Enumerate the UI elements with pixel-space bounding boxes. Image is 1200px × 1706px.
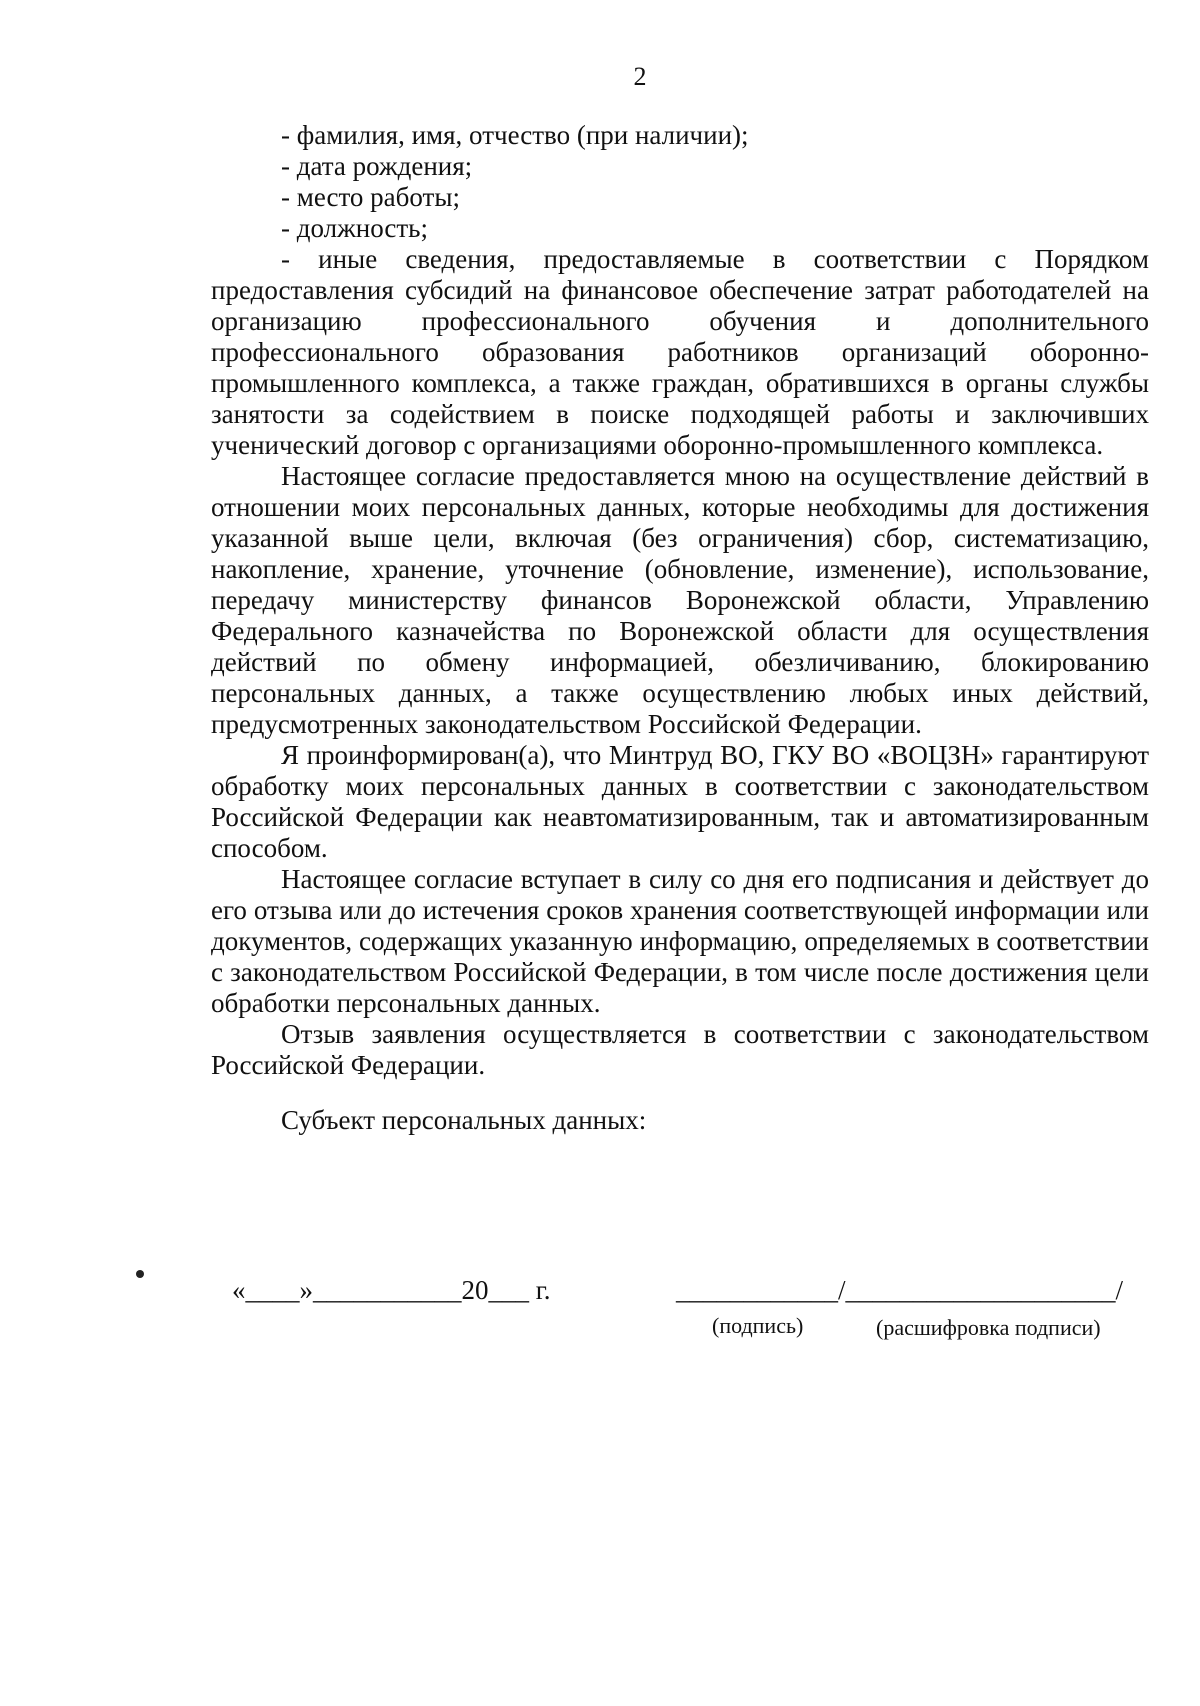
paragraph-withdrawal: Отзыв заявления осуществляется в соответствии с законодательством Российской Федерации.	[211, 1019, 1149, 1080]
paragraph-other-info: - иные сведения, предоставляемые в соответствии с Порядком предоставления субсидий на финансовое обеспечение затрат работодателей на организацию профессионального обучения и дополнительного профессионального образования работников организаций оборонно-промышленного комплекса, а также граждан, обратившихся в органы службы занятости за содействием в поиске подходящей работы и заключивших ученический договор с организациями оборонно-промышленного комплекса.	[211, 244, 1149, 460]
list-item: - фамилия, имя, отчество (при наличии);	[281, 120, 749, 150]
document-body	[211, 120, 1149, 1136]
paragraph-informed: Я проинформирован(а), что Минтруд ВО, ГКУ ВО «ВОЦЗН» гарантируют обработку моих персональных данных в соответствии с законодательством Российской Федерации как неавтоматизированным, так и автоматизированным способом.	[211, 740, 1149, 863]
signature-line: ____________/____________________/	[676, 1275, 1124, 1305]
paragraph-validity: Настоящее согласие вступает в силу со дня его подписания и действует до его отзыва или до истечения сроков хранения соответствующей информации или документов, содержащих указанную информацию, определяемых в соответствии с законодательством Российской Федерации, в том числе после достижения цели обработки персональных данных.	[211, 864, 1149, 1018]
paragraph-consent-actions: Настоящее согласие предоставляется мною на осуществление действий в отношении моих персональных данных, которые необходимы для достижения указанной выше цели, включая (без ограничения) сбор, систематизацию, накопление, хранение, уточнение (обновление, изменение), использование, передачу министерству финансов Воронежской области, Управлению Федерального казначейства по Воронежской области для осуществления действий по обмену информацией, обезличиванию, блокированию персональных данных, а также осуществлению любых иных действий, предусмотренных законодательством Российской Федерации.	[211, 461, 1149, 739]
signature-block	[0, 1275, 1200, 1355]
signature-decode-caption: (расшифровка подписи)	[876, 1315, 1101, 1340]
signature-caption: (подпись)	[712, 1313, 804, 1338]
page-number: 2	[633, 62, 647, 91]
list-item: - дата рождения;	[281, 151, 473, 181]
list-item: - место работы;	[281, 182, 460, 212]
date-field: «____»___________20___ г.	[232, 1275, 551, 1305]
list-item: - должность;	[281, 213, 428, 243]
subject-label: Субъект персональных данных:	[281, 1105, 647, 1135]
